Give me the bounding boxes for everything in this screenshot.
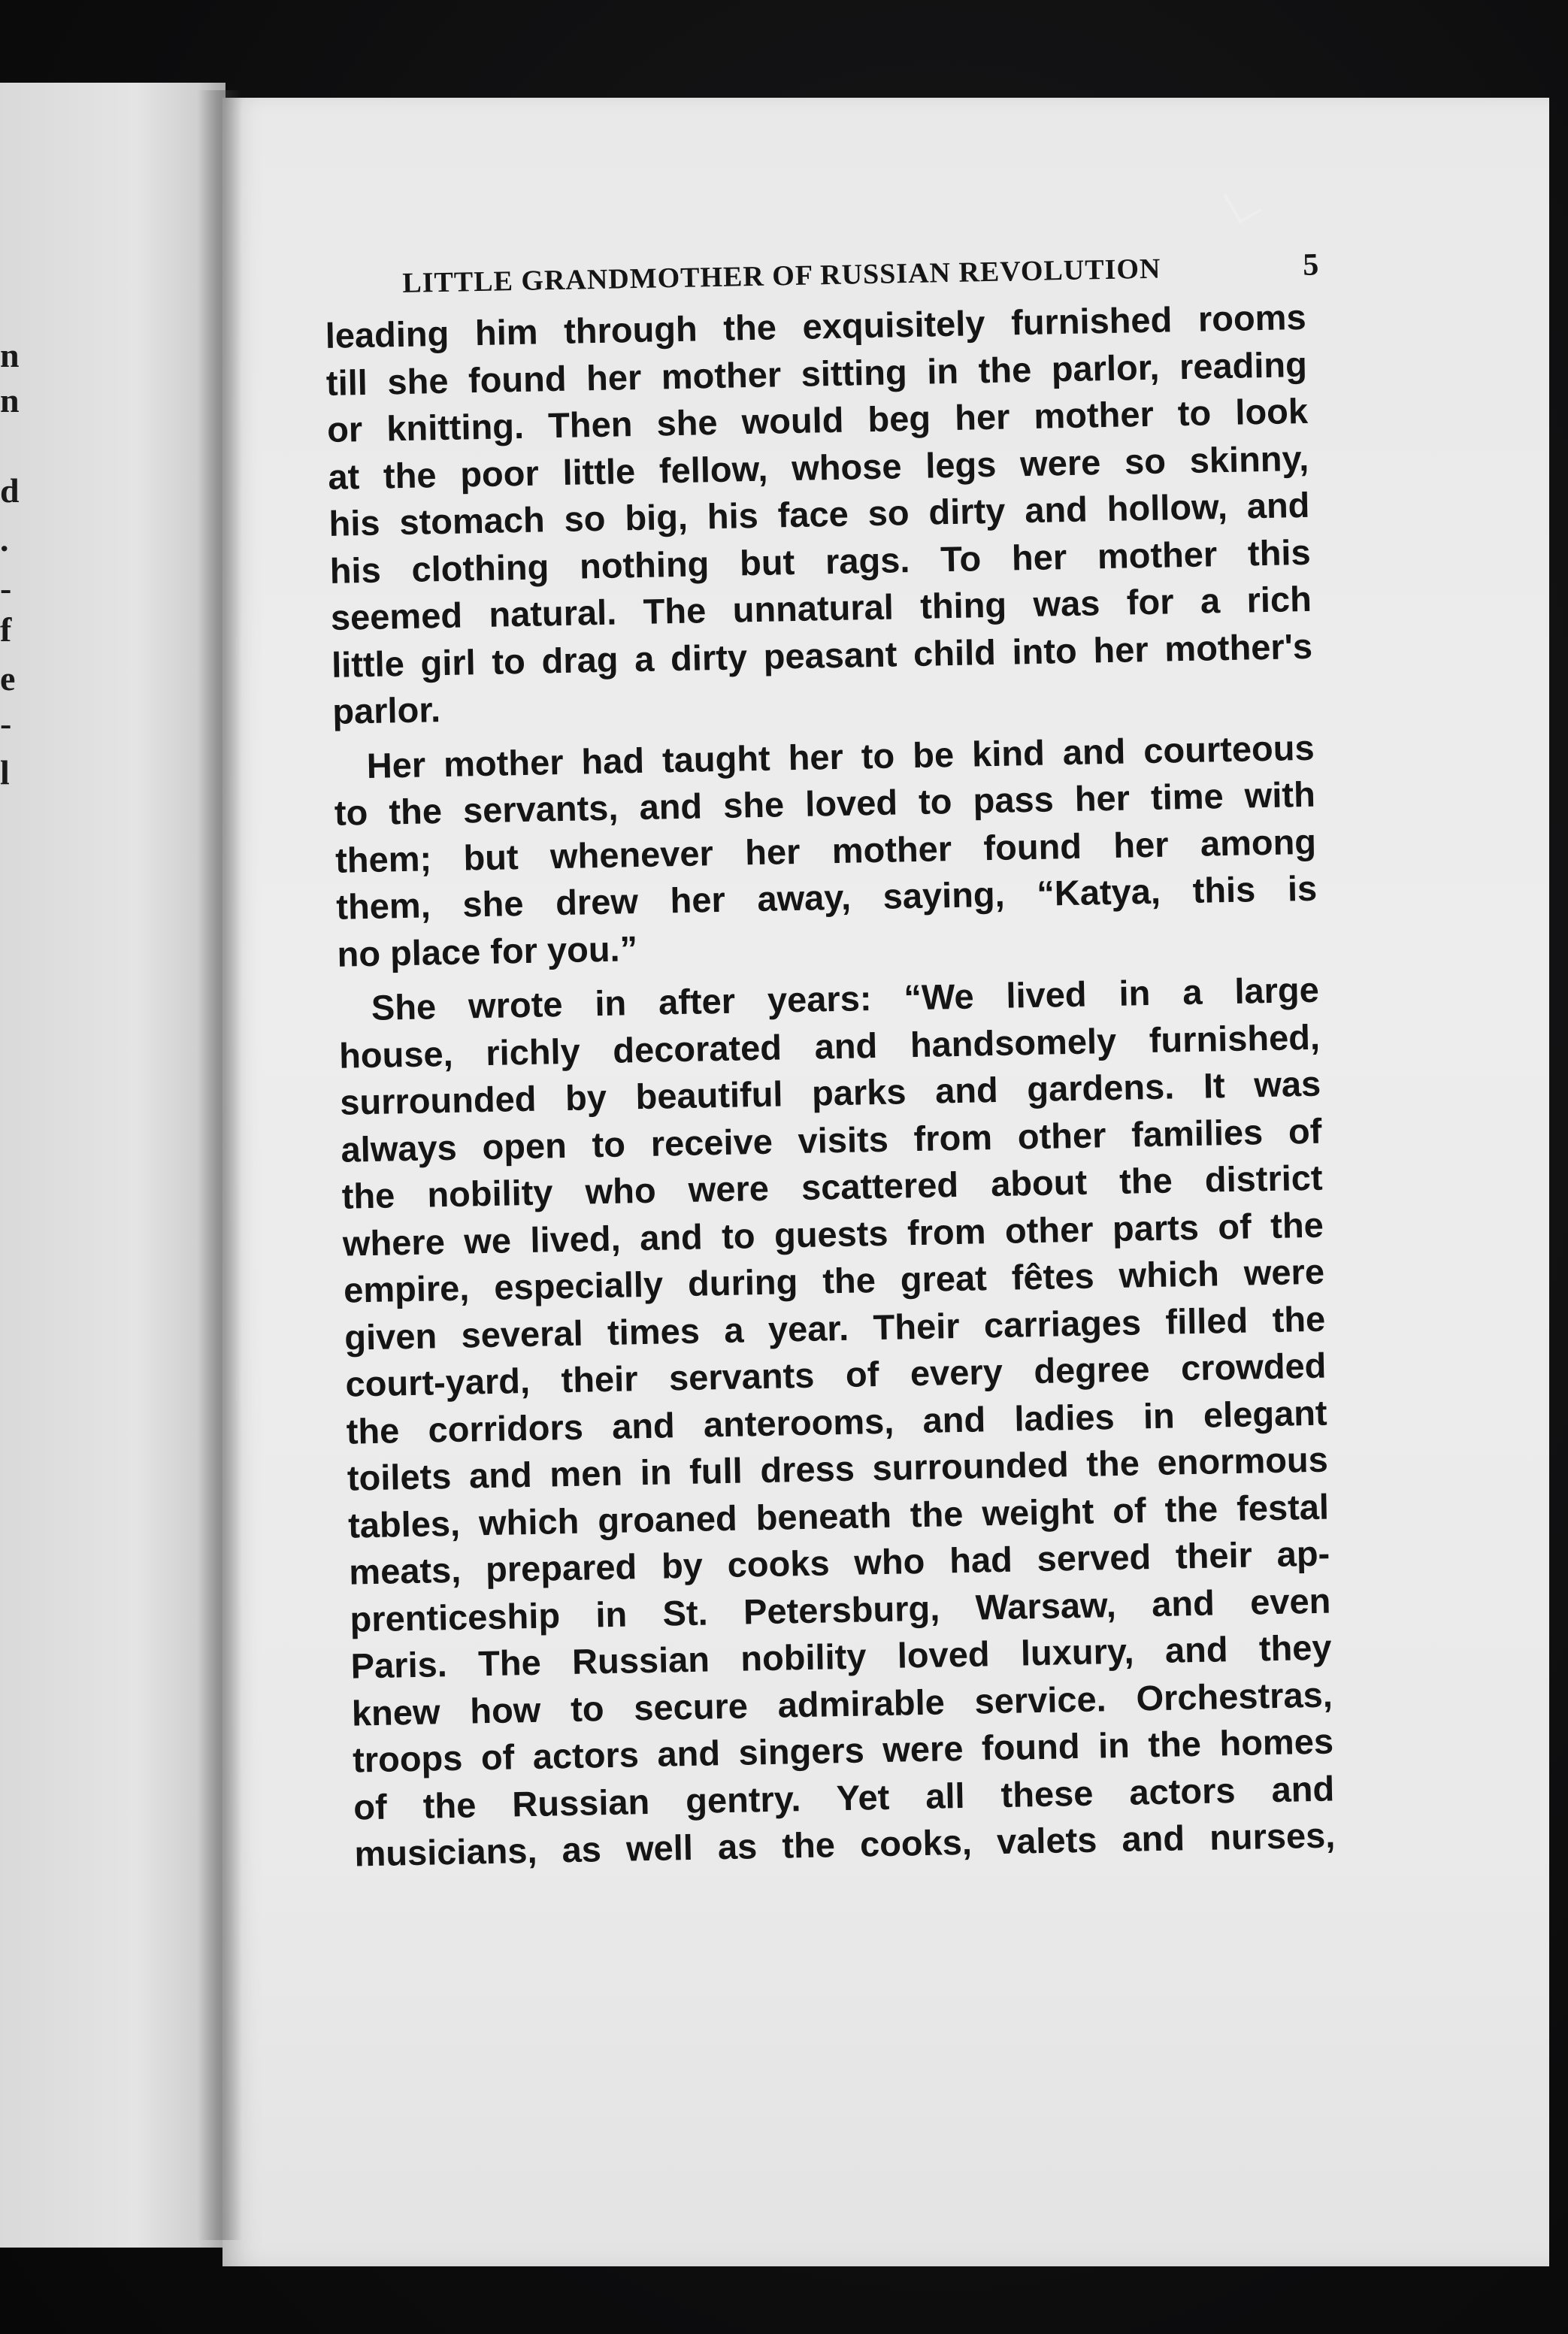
left-fragment: d [0,471,20,510]
page-corner-mark [1223,182,1261,223]
text-line: meats, prepared by cooks who had served their ap- [348,1533,1330,1592]
book-gutter-shadow [197,90,242,2240]
text-line: his clothing nothing but rags. To her mother this [329,531,1312,591]
text-line: his stomach so big, his face so dirty and hollow, and [328,484,1310,543]
text-line: the corridors and anterooms, and ladies in elegant [346,1392,1328,1452]
body-text [325,294,1336,1878]
left-fragment: . [0,520,9,559]
text-line: always open to receive visits from other families of [341,1110,1322,1170]
text-line: at the poor little fellow, whose legs were so skinny, [327,437,1309,497]
paragraph [338,967,1336,1878]
text-line: house, richly decorated and handsomely furnished, [338,1016,1321,1076]
text-line: surrounded by beautiful parks and gardens. It was [339,1063,1321,1122]
text-line: tables, which groaned beneath the weight of the festal [347,1486,1330,1545]
text-line: or knitting. Then she would beg her mother to look [326,390,1309,450]
text-line: of the Russian gentry. Yet all these actors and [353,1767,1335,1827]
text-line: parlor. [331,689,441,731]
text-line: where we lived, and to guests from other parts of the [342,1204,1324,1264]
left-page-text-fragments [0,83,30,2248]
text-line: them; but whenever her mother found her among [334,821,1317,880]
left-facing-page [0,83,226,2248]
left-fragment: n [0,381,20,419]
left-fragment: l [0,753,10,792]
text-line: the nobility who were scattered about the district [341,1157,1324,1216]
text-line: troops of actors and singers were found in the homes [352,1721,1334,1780]
page-content [282,247,1350,1887]
text-line: little girl to drag a dirty peasant child into her mother's [331,625,1313,685]
text-line: She wrote in after years: “We lived in a large [371,969,1320,1028]
left-fragment: n [0,336,20,374]
left-fragment: e [0,659,16,698]
left-fragment: - [0,704,12,743]
text-line: them, she drew her away, saying, “Katya, this is [335,867,1318,927]
text-line: till she found her mother sitting in the parlor, reading [325,344,1308,403]
text-line: Her mother had taught her to be kind and courteous [366,727,1315,786]
text-line: no place for you.” [337,928,638,974]
paragraph [333,724,1318,977]
text-line: to the servants, and she loved to pass her time with [334,773,1316,833]
text-line: Paris. The Russian nobility loved luxury, and they [350,1627,1333,1686]
text-line: given several times a year. Their carriages filled the [344,1298,1326,1358]
page-number: 5 [1302,247,1320,283]
text-line: court-yard, their servants of every degree crowded [345,1345,1327,1404]
running-head-title: LITTLE GRANDMOTHER OF RUSSIAN REVOLUTION [402,253,1161,299]
paragraph [325,294,1314,735]
text-line: seemed natural. The unnatural thing was for a rich [330,578,1312,637]
text-line: musicians, as well as the cooks, valets and nurses, [354,1815,1336,1874]
text-line: knew how to secure admirable service. Orchestras, [351,1674,1333,1733]
text-line: empire, especially during the great fêtes which were [343,1251,1325,1310]
left-fragment: f [0,610,12,649]
left-fragment: - [0,569,12,607]
text-line: toilets and men in full dress surrounded the enormous [347,1439,1329,1498]
text-line: leading him through the exquisitely furnished rooms [325,296,1307,356]
text-line: prenticeship in St. Petersburg, Warsaw, and even [350,1580,1331,1639]
